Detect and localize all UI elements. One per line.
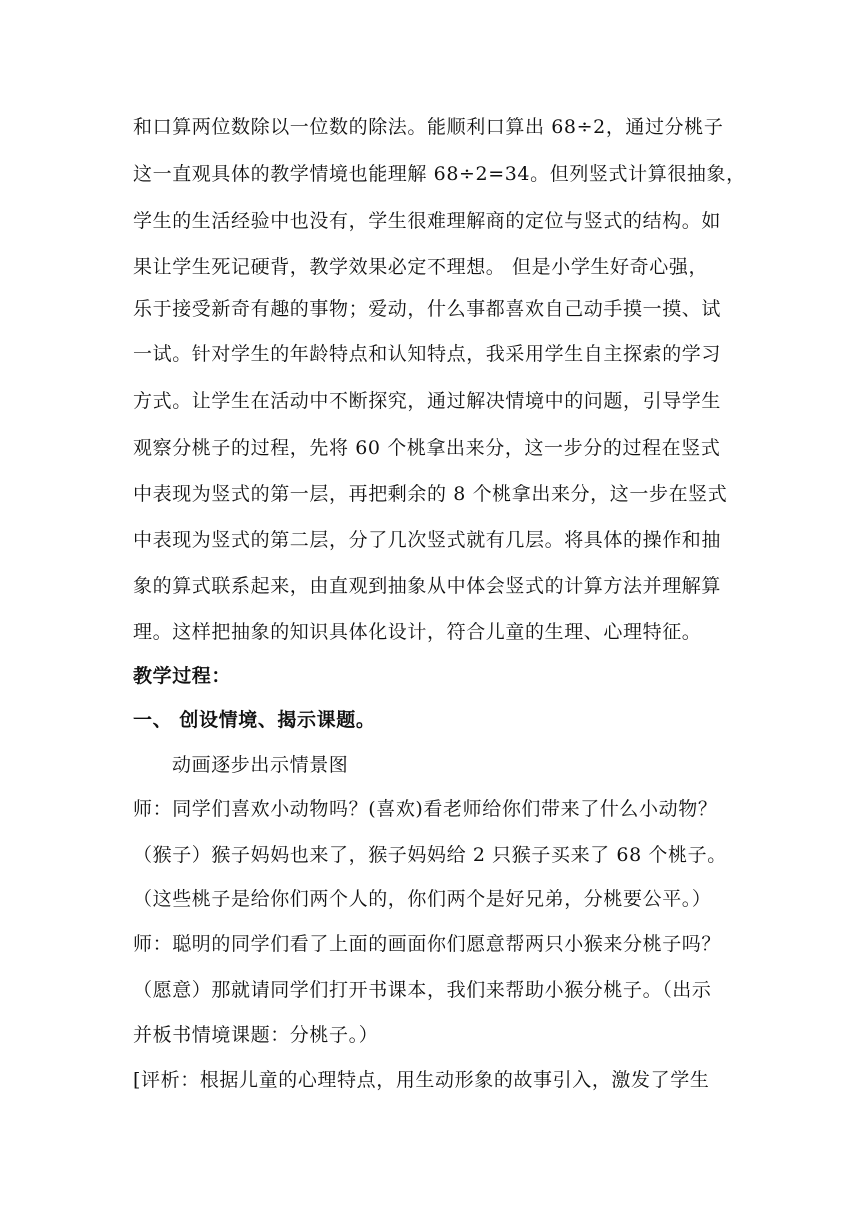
- paragraph-line: 象的算式联系起来，由直观到抽象从中体会竖式的计算方法并理解算: [133, 575, 722, 597]
- paragraph-line: （这些桃子是给你们两个人的，你们两个是好兄弟，分桃要公平。）: [133, 888, 712, 910]
- paragraph-line: 乐于接受新奇有趣的事物；爱动，什么事都喜欢自己动手摸一摸、试: [133, 298, 722, 320]
- subsection-title: 一、 创设情境、揭示课题。: [133, 709, 376, 731]
- paragraph-line: 并板书情境课题：分桃子。）: [133, 1024, 379, 1046]
- paragraph-line: [评析：根据儿童的心理特点，用生动形象的故事引入，激发了学生: [133, 1069, 710, 1091]
- paragraph-line: 观察分桃子的过程，先将 60 个桃拿出来分，这一步分的过程在竖式: [133, 437, 721, 459]
- paragraph-line: 果让学生死记硬背，教学效果必定不理想。 但是小学生好奇心强，: [133, 256, 709, 278]
- paragraph-line: 和口算两位数除以一位数的除法。能顺利口算出 68÷2，通过分桃子: [133, 116, 724, 138]
- paragraph-line: 中表现为竖式的第一层，再把剩余的 8 个桃拿出来分，这一步在竖式: [133, 483, 728, 505]
- paragraph-line: 理。这样把抽象的知识具体化设计，符合儿童的生理、心理特征。: [133, 621, 702, 643]
- paragraph-line: 中表现为竖式的第二层，分了几次竖式就有几层。将具体的操作和抽: [133, 529, 722, 551]
- paragraph-line: （愿意）那就请同学们打开书课本，我们来帮助小猴分桃子。（出示: [133, 979, 712, 1001]
- paragraph-line: 师：聪明的同学们看了上面的画面你们愿意帮两只小猴来分桃子吗？: [133, 933, 722, 955]
- paragraph-line: （猴子）猴子妈妈也来了，猴子妈妈给 2 只猴子买来了 68 个桃子。: [133, 844, 727, 866]
- paragraph-line: 师：同学们喜欢小动物吗？(喜欢)看老师给你们带来了什么小动物？: [133, 798, 718, 820]
- paragraph-line: 这一直观具体的教学情境也能理解 68÷2=34。但列竖式计算很抽象，: [133, 163, 746, 185]
- paragraph-line: 方式。让学生在活动中不断探究，通过解决情境中的问题，引导学生: [133, 390, 722, 412]
- section-heading: 教学过程：: [133, 665, 232, 687]
- paragraph-line: 动画逐步出示情景图: [172, 754, 349, 776]
- paragraph-line: 学生的生活经验中也没有，学生很难理解商的定位与竖式的结构。如: [133, 210, 722, 232]
- paragraph-line: 一试。针对学生的年龄特点和认知特点，我采用学生自主探索的学习: [133, 343, 722, 365]
